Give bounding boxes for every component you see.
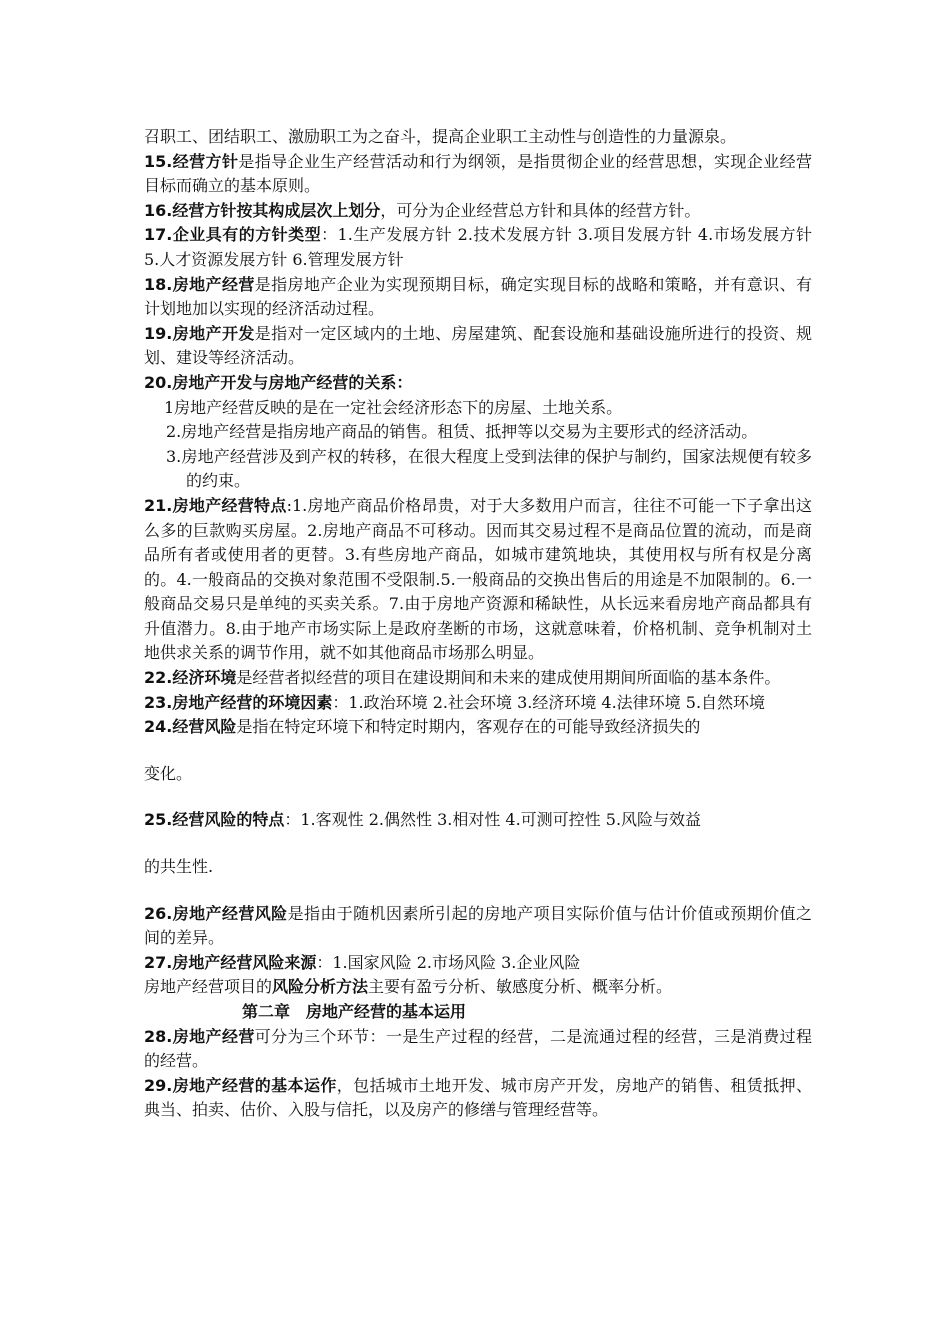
- document-page: [144, 125, 812, 1123]
- paragraph-25-cont: 的共生性.: [144, 857, 214, 877]
- term-16: 16.经营方针按其构成层次上划分: [144, 200, 381, 220]
- paragraph-28: 28.房地产经营可分为三个环节：一是生产过程的经营，二是流通过程的经营，三是消费过程的经营。: [144, 1026, 812, 1071]
- term-risk-methods: 风险分析方法: [272, 977, 369, 997]
- term-20: 20.房地产开发与房地产经营的关系：: [144, 372, 413, 392]
- paragraph-25: 25.经营风险的特点：1.客观性 2.偶然性 3.相对性 4.可测可控性 5.风险与效益: [144, 810, 702, 830]
- term-25: 25.经营风险的特点: [144, 810, 285, 830]
- term-23: 23.房地产经营的环境因素: [144, 692, 333, 712]
- term-29: 29.房地产经营的基本运作: [144, 1075, 337, 1095]
- paragraph-14-continued: 召职工、团结职工、激励职工为之奋斗，提高企业职工主动性与创造性的力量源泉。: [144, 127, 737, 146]
- term-28: 28.房地产经营: [144, 1026, 255, 1046]
- spacer: [144, 833, 812, 855]
- paragraph-16: 16.经营方针按其构成层次上划分，可分为企业经营总方针和具体的经营方针。: [144, 200, 701, 220]
- term-21: 21.房地产经营特点: [144, 495, 287, 515]
- paragraph-15: 15.经营方针是指导企业生产经营活动和行为纲领，是指贯彻企业的经营思想，实现企业经营目标而确立的基本原则。: [144, 151, 812, 196]
- spacer: [144, 880, 812, 902]
- paragraph-29: 29.房地产经营的基本运作，包括城市土地开发、城市房产开发，房地产的销售、租赁抵押、典当、拍卖、估价、入股与信托，以及房产的修缮与管理经营等。: [144, 1075, 812, 1120]
- term-17: 17.企业具有的方针类型: [144, 225, 322, 245]
- spacer: [144, 786, 812, 808]
- paragraph-17: 17.企业具有的方针类型：1.生产发展方针 2.技术发展方针 3.项目发展方针 4.市场发展方针 5.人才资源发展方针 6.管理发展方针: [144, 225, 812, 269]
- paragraph-risk-methods: 房地产经营项目的风险分析方法主要有盈亏分析、敏感度分析、概率分析。: [144, 977, 673, 997]
- term-24: 24.经营风险: [144, 717, 237, 737]
- term-26: 26.房地产经营风险: [144, 903, 288, 923]
- paragraph-27: 27.房地产经营风险来源：1.国家风险 2.市场风险 3.企业风险: [144, 952, 581, 972]
- term-27: 27.房地产经营风险来源: [144, 952, 317, 972]
- paragraph-26: 26.房地产经营风险是指由于随机因素所引起的房地产项目实际价值与估计价值或预期价值之间的差异。: [144, 903, 812, 948]
- list-item-20-2: 2.房地产经营是指房地产商品的销售。租赁、抵押等以交易为主要形式的经济活动。: [166, 422, 758, 442]
- list-item-20-3: 3.房地产经营涉及到产权的转移，在很大程度上受到法律的保护与制约，国家法规便有较多的约束。: [166, 446, 812, 491]
- term-19: 19.房地产开发: [144, 323, 255, 343]
- chapter-heading: 第二章 房地产经营的基本运用: [242, 1002, 467, 1021]
- paragraph-23: 23.房地产经营的环境因素：1.政治环境 2.社会环境 3.经济环境 4.法律环境 5.自然环境: [144, 692, 766, 712]
- spacer: [144, 740, 812, 762]
- paragraph-22: 22.经济环境是经营者拟经营的项目在建设期间和未来的建成使用期间所面临的基本条件。: [144, 668, 781, 688]
- paragraph-19: 19.房地产开发是指对一定区域内的土地、房屋建筑、配套设施和基础设施所进行的投资、规划、建设等经济活动。: [144, 323, 812, 368]
- list-item-20-1: 1房地产经营反映的是在一定社会经济形态下的房屋、土地关系。: [164, 397, 623, 417]
- paragraph-18: 18.房地产经营是指房地产企业为实现预期目标，确定实现目标的战略和策略，并有意识、有计划地加以实现的经济活动过程。: [144, 274, 812, 319]
- term-15: 15.经营方针: [144, 151, 239, 171]
- paragraph-24-cont: 变化。: [144, 763, 193, 783]
- term-22: 22.经济环境: [144, 668, 237, 688]
- term-18: 18.房地产经营: [144, 274, 255, 294]
- paragraph-24: 24.经营风险是指在特定环境下和特定时期内，客观存在的可能导致经济损失的: [144, 717, 701, 737]
- paragraph-20: [144, 371, 812, 396]
- paragraph-21: 21.房地产经营特点:1.房地产商品价格昂贵，对于大多数用户而言，往往不可能一下子拿出这么多的巨款购买房屋。2.房地产商品不可移动。因而其交易过程不是商品位置的流动，而是商品所有者或使用者的更替。3.有些房地产商品，如城市建筑地块，其使用权与所有权是分离的。4.一般商品的交换对象范围不受限制.5.一般商品的交换出售后的用途是不加限制的。6.一般商品交易只是单纯的买卖关系。7.由于房地产资源和稀缺性，从长远来看房地产商品都具有升值潜力。8.由于地产市场实际上是政府垄断的市场，这就意味着，价格机制、竞争机制对土地供求关系的调节作用，就不如其他商品市场那么明显。: [144, 495, 812, 663]
